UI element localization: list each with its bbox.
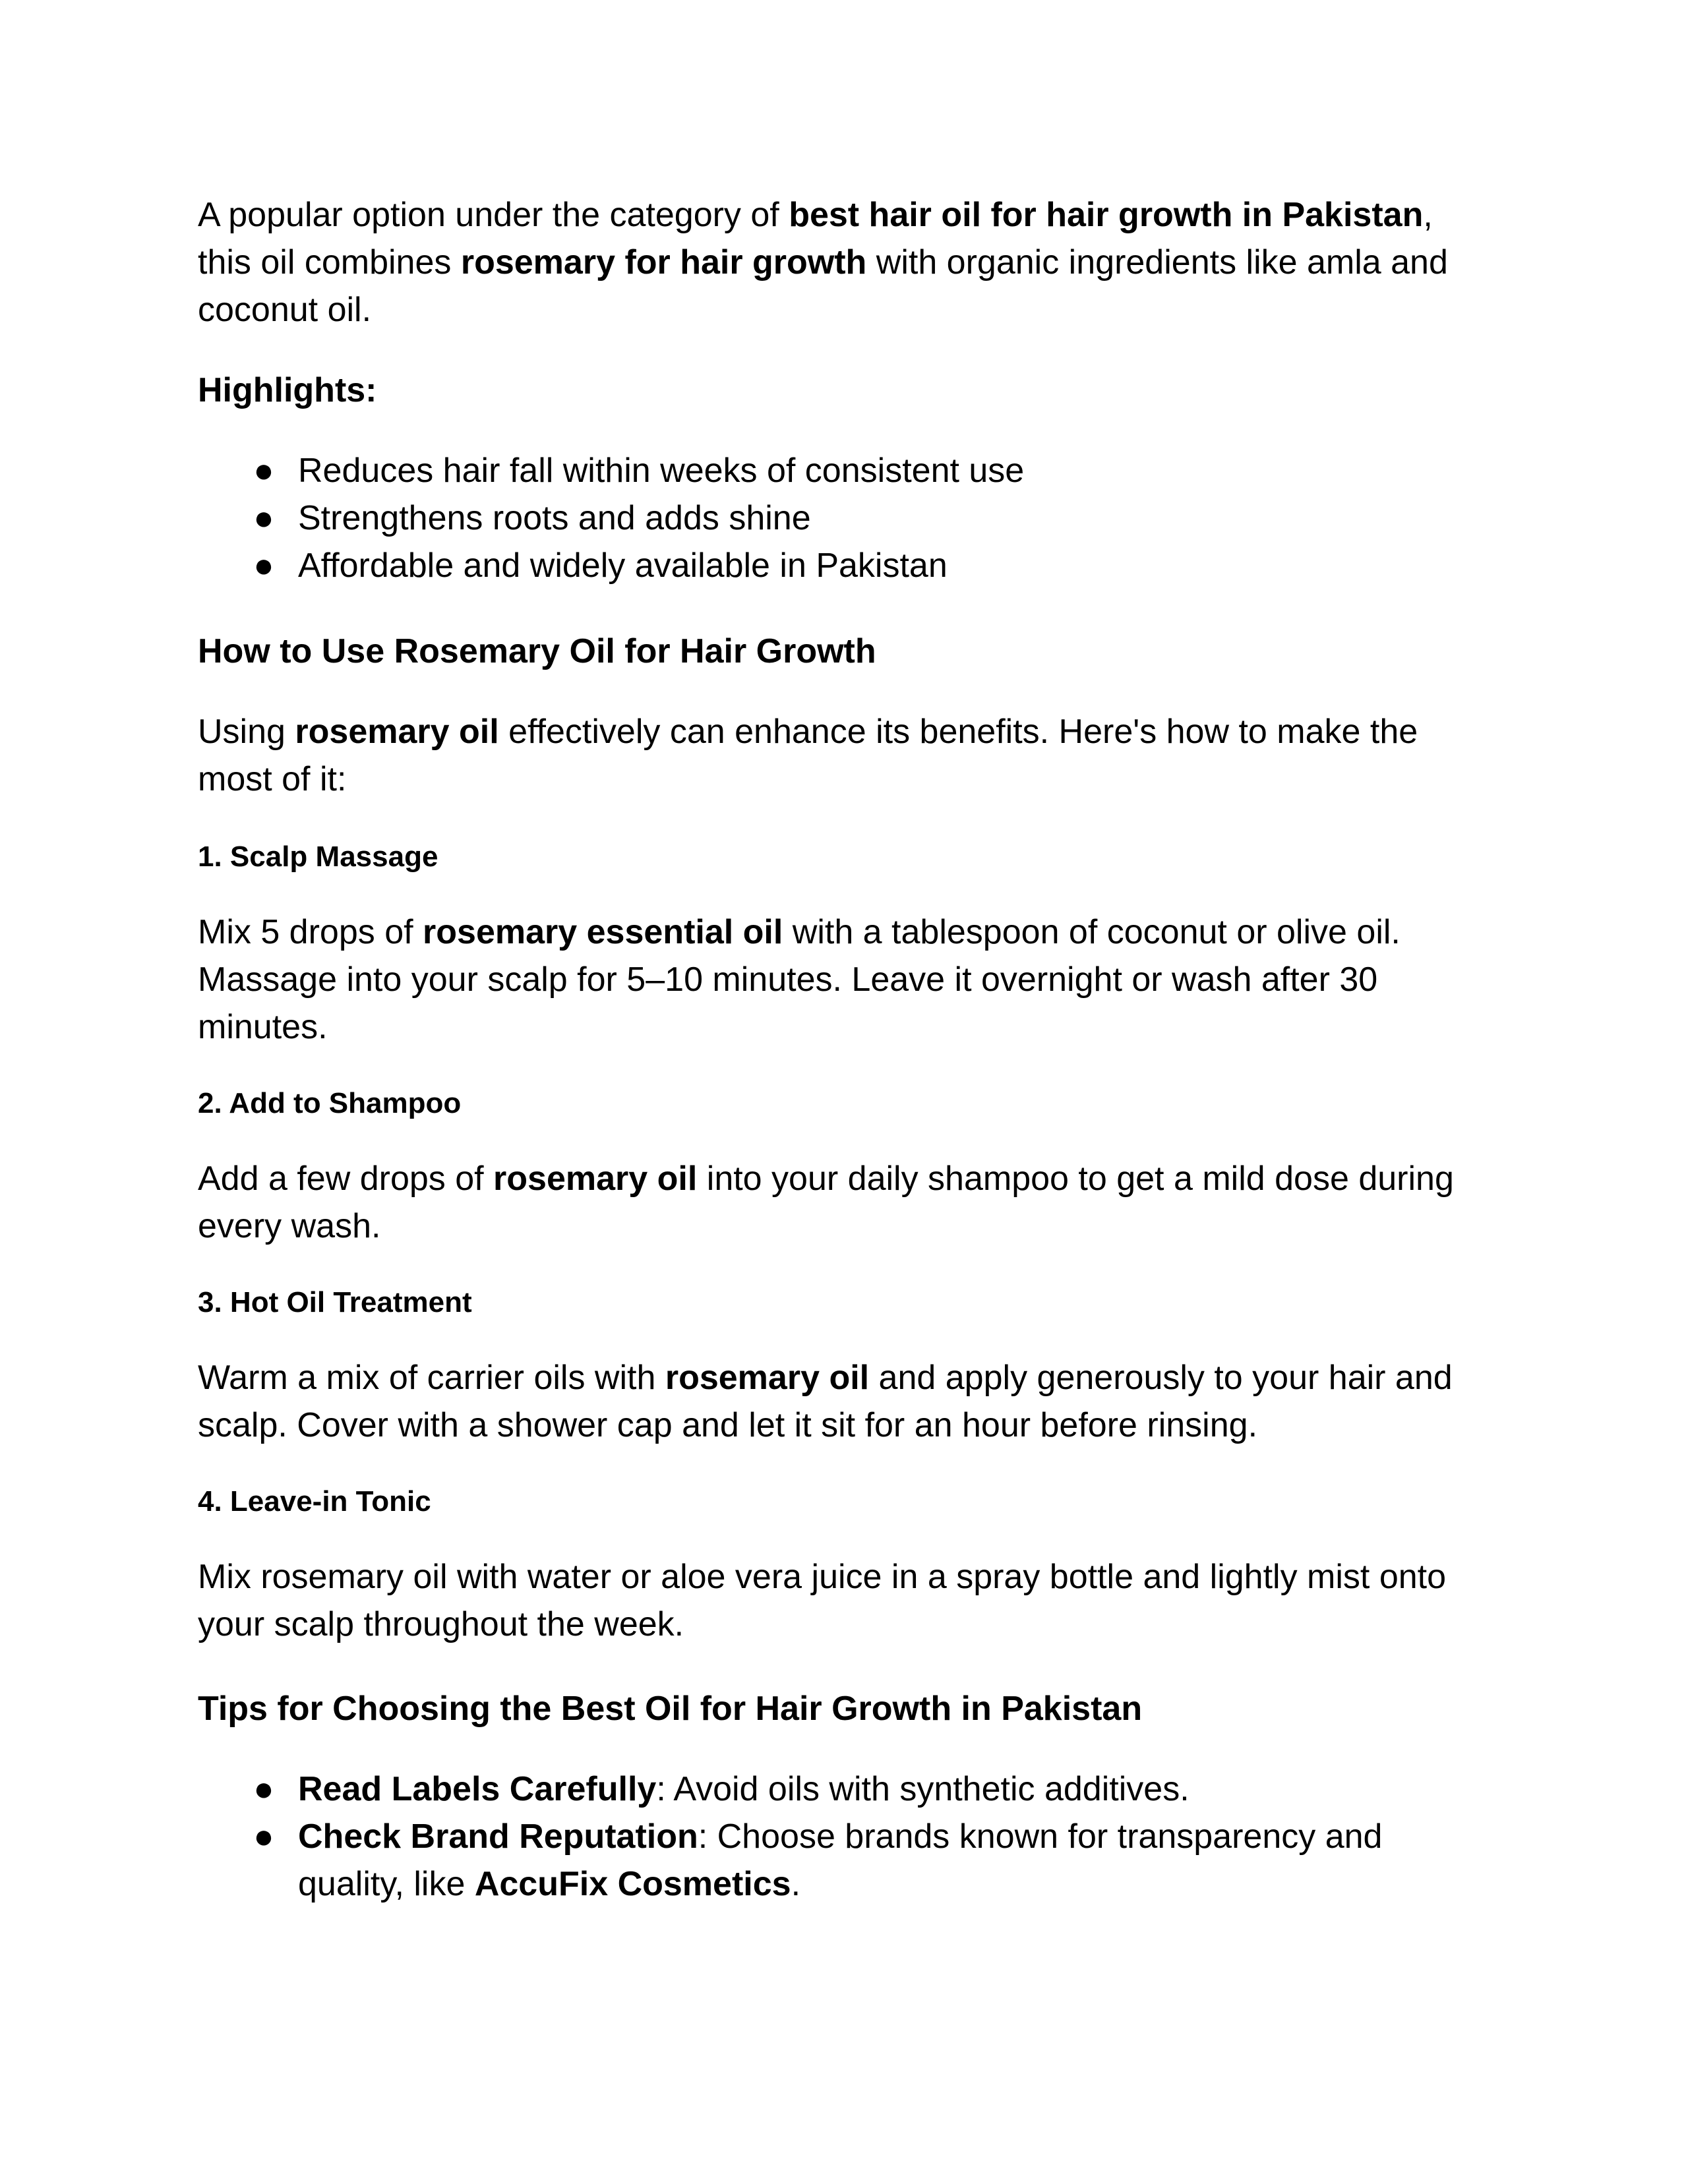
- bullet-dot-icon: ●: [253, 546, 274, 585]
- how-to-intro-bold: rosemary oil: [295, 713, 499, 751]
- step-title: 3. Hot Oil Treatment: [198, 1286, 472, 1318]
- step-text-2: with a tablespoon of coconut or olive oil. Massage into your scalp for 5–10 minutes. Leave it overnight or wash after 30 minutes.: [198, 913, 1401, 1046]
- tip-brand-bold: AccuFix Cosmetics: [474, 1865, 791, 1903]
- list-item-text: Strengthens roots and adds shine: [298, 499, 811, 537]
- list-item: [198, 494, 1490, 542]
- step-bold: rosemary essential oil: [423, 913, 783, 951]
- document-page: [198, 191, 1490, 1908]
- list-item: [198, 1813, 1490, 1908]
- step-text-2: into your daily shampoo to get a mild dose during every wash.: [198, 1160, 1454, 1245]
- step-text-1: Warm a mix of carrier oils with: [198, 1359, 665, 1397]
- step-body: [198, 1553, 1490, 1648]
- intro-bold-2: rosemary for hair growth: [460, 243, 867, 281]
- bullet-dot-icon: ●: [253, 452, 274, 490]
- tip-text: : Avoid oils with synthetic additives.: [656, 1770, 1190, 1808]
- intro-text-1: A popular option under the category of: [198, 196, 789, 234]
- intro-paragraph: [198, 191, 1490, 334]
- step-bold: rosemary oil: [665, 1359, 870, 1397]
- intro-text-3: with organic ingredients like amla and coconut oil.: [198, 243, 1448, 329]
- tip-text-end: .: [791, 1865, 801, 1903]
- how-to-intro: [198, 708, 1490, 803]
- step-title: 4. Leave-in Tonic: [198, 1485, 431, 1518]
- step-title: 1. Scalp Massage: [198, 841, 438, 873]
- step-text-1: Mix rosemary oil with water or aloe vera juice in a spray bottle and lightly mist onto your scalp throughout the week.: [198, 1558, 1447, 1643]
- highlights-list: [198, 447, 1490, 589]
- tips-heading: Tips for Choosing the Best Oil for Hair Growth in Pakistan: [198, 1690, 1143, 1728]
- step-title: 2. Add to Shampoo: [198, 1087, 462, 1119]
- bullet-dot-icon: ●: [253, 499, 274, 537]
- list-item: [198, 542, 1490, 589]
- step-bold: rosemary oil: [493, 1160, 698, 1198]
- tip-bold: Check Brand Reputation: [298, 1817, 698, 1856]
- list-item: [198, 1765, 1490, 1813]
- how-to-intro-text-2: effectively can enhance its benefits. Here's how to make the most of it:: [198, 713, 1418, 798]
- step-text-1: Add a few drops of: [198, 1160, 494, 1198]
- step-body: [198, 1155, 1490, 1250]
- tips-list: [198, 1765, 1490, 1908]
- intro-bold-1: best hair oil for hair growth in Pakistan: [789, 196, 1424, 234]
- how-to-intro-text-1: Using: [198, 713, 295, 751]
- step-text-1: Mix 5 drops of: [198, 913, 423, 951]
- step-body: [198, 908, 1490, 1051]
- list-item-text: Affordable and widely available in Pakistan: [298, 546, 948, 585]
- bullet-dot-icon: ●: [253, 1770, 274, 1808]
- tip-text: : Choose brands known for transparency and quality, like: [298, 1817, 1383, 1903]
- how-to-heading: How to Use Rosemary Oil for Hair Growth: [198, 632, 876, 670]
- tip-bold: Read Labels Carefully: [298, 1770, 657, 1808]
- bullet-dot-icon: ●: [253, 1817, 274, 1856]
- list-item: [198, 447, 1490, 494]
- step-text-2: and apply generously to your hair and scalp. Cover with a shower cap and let it sit for an hour before rinsing.: [198, 1359, 1453, 1444]
- list-item-text: Reduces hair fall within weeks of consistent use: [298, 452, 1025, 490]
- step-body: [198, 1354, 1490, 1449]
- intro-text-2: , this oil combines: [198, 196, 1433, 281]
- highlights-heading: Highlights:: [198, 371, 377, 409]
